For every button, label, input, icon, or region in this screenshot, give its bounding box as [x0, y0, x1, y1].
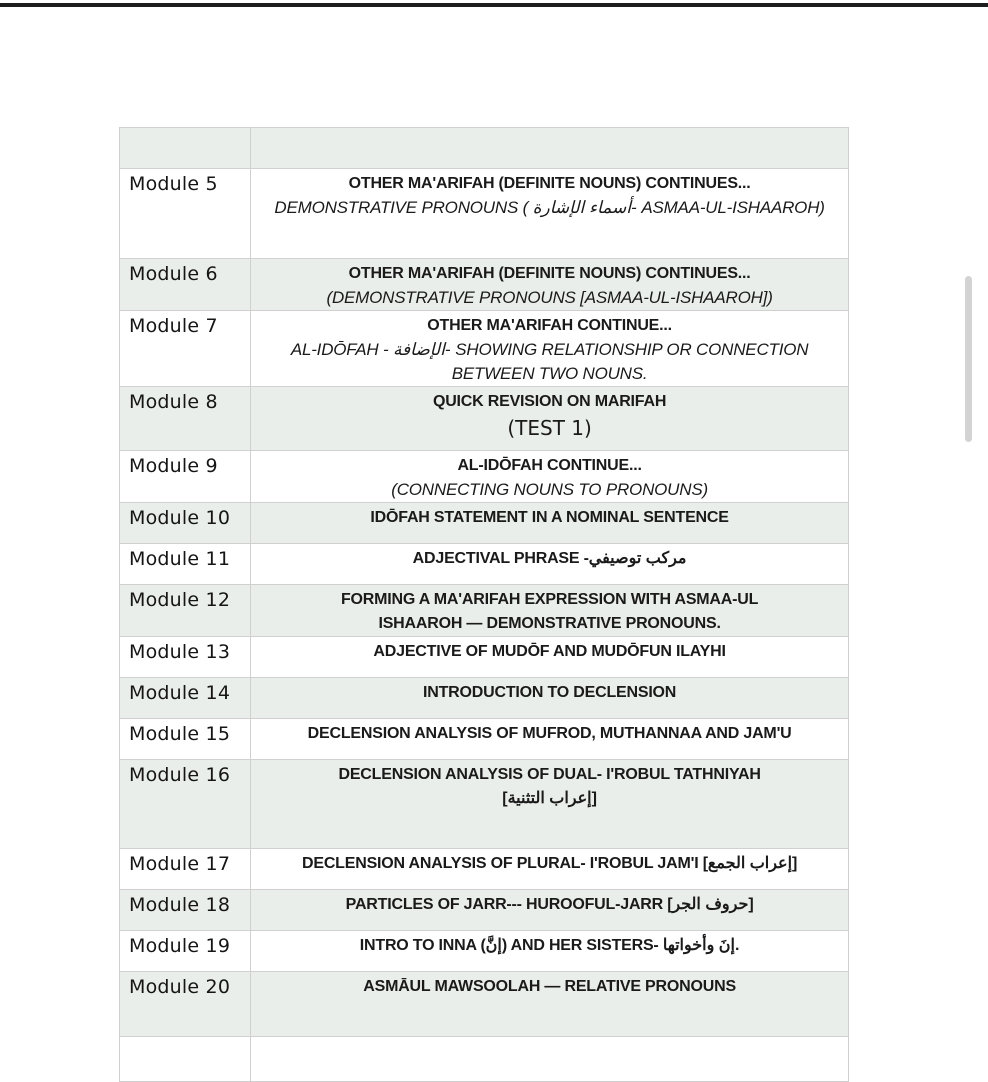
- top-divider: [0, 3, 988, 7]
- module-number: Module 5: [120, 169, 251, 259]
- description-line: ASMĀUL MAWSOOLAH — RELATIVE PRONOUNS: [363, 978, 736, 995]
- module-number: Module 6: [120, 259, 251, 311]
- table-row: [120, 678, 849, 719]
- table-row: [120, 169, 849, 259]
- module-number: Module 11: [120, 544, 251, 585]
- description-line: DECLENSION ANALYSIS OF DUAL- I'ROBUL TATHNIYAH: [338, 766, 761, 783]
- empty-cell: [251, 128, 849, 169]
- module-description: [251, 169, 849, 259]
- description-line: (TEST 1): [507, 416, 592, 440]
- modules-table-body: [120, 128, 849, 1082]
- scrollbar-thumb[interactable]: [965, 276, 972, 442]
- module-description: [251, 719, 849, 760]
- module-description: [251, 890, 849, 931]
- module-number: Module 19: [120, 931, 251, 972]
- description-line: (CONNECTING NOUNS TO PRONOUNS): [391, 480, 708, 499]
- module-number: Module 13: [120, 637, 251, 678]
- module-number: Module 8: [120, 387, 251, 451]
- description-line: PARTICLES OF JARR--- HUROOFUL-JARR [حروف الجر]: [345, 896, 754, 913]
- module-description: [251, 387, 849, 451]
- module-description: [251, 311, 849, 387]
- description-line: INTRO TO INNA (إنَّ) AND HER SISTERS- إنَ وأخواتها.: [359, 937, 740, 954]
- empty-cell: [120, 128, 251, 169]
- module-number: Module 9: [120, 451, 251, 503]
- module-description: [251, 544, 849, 585]
- description-line: BETWEEN TWO NOUNS.: [451, 364, 648, 383]
- description-line: OTHER MA'ARIFAH CONTINUE...: [427, 317, 672, 334]
- module-number: Module 7: [120, 311, 251, 387]
- description-line: AL-IDŌFAH CONTINUE...: [457, 457, 642, 474]
- description-line: ISHAAROH — DEMONSTRATIVE PRONOUNS.: [378, 615, 721, 632]
- table-row: [120, 451, 849, 503]
- description-line: AL-IDŌFAH - الإضافة- SHOWING RELATIONSHIP OR CONNECTION: [290, 340, 809, 359]
- module-number: Module 12: [120, 585, 251, 637]
- module-description: [251, 849, 849, 890]
- description-line: FORMING A MA'ARIFAH EXPRESSION WITH ASMAA-UL: [340, 591, 759, 608]
- modules-table: [119, 127, 849, 1082]
- table-row: [120, 544, 849, 585]
- module-description: [251, 678, 849, 719]
- module-description: [251, 585, 849, 637]
- table-row: [120, 585, 849, 637]
- module-description: [251, 451, 849, 503]
- module-number: Module 17: [120, 849, 251, 890]
- module-description: [251, 637, 849, 678]
- table-row: [120, 311, 849, 387]
- table-header-row: [120, 128, 849, 169]
- table-row: [120, 760, 849, 849]
- description-line: ADJECTIVE OF MUDŌF AND MUDŌFUN ILAYHI: [373, 643, 726, 660]
- empty-cell: [120, 1037, 251, 1082]
- description-line: DECLENSION ANALYSIS OF MUFROD, MUTHANNAA AND JAM'U: [307, 725, 792, 742]
- module-description: [251, 931, 849, 972]
- module-number: Module 16: [120, 760, 251, 849]
- table-row: [120, 719, 849, 760]
- description-line: DECLENSION ANALYSIS OF PLURAL- I'ROBUL JAM'I [إعراب الجمع]: [302, 855, 798, 872]
- module-number: Module 10: [120, 503, 251, 544]
- description-line: ADJECTIVAL PHRASE -مركب توصيفي: [412, 550, 687, 567]
- table-row: [120, 503, 849, 544]
- module-number: Module 15: [120, 719, 251, 760]
- module-description: [251, 760, 849, 849]
- module-number: Module 20: [120, 972, 251, 1037]
- module-number: Module 18: [120, 890, 251, 931]
- description-line: OTHER MA'ARIFAH (DEFINITE NOUNS) CONTINUES...: [348, 265, 751, 282]
- table-row: [120, 259, 849, 311]
- table-row: [120, 849, 849, 890]
- module-number: Module 14: [120, 678, 251, 719]
- description-line: DEMONSTRATIVE PRONOUNS ( أسماء الإشارة- ASMAA-UL-ISHAAROH): [274, 198, 825, 217]
- table-row: [120, 972, 849, 1037]
- module-description: [251, 503, 849, 544]
- table-row: [120, 890, 849, 931]
- table-row: [120, 931, 849, 972]
- description-line: [إعراب التثنية]: [502, 790, 597, 807]
- table-row: [120, 387, 849, 451]
- module-description: [251, 972, 849, 1037]
- description-line: QUICK REVISION ON MARIFAH: [432, 393, 667, 410]
- description-line: INTRODUCTION TO DECLENSION: [422, 684, 677, 701]
- description-line: (DEMONSTRATIVE PRONOUNS [ASMAA-UL-ISHAAROH]): [326, 288, 773, 307]
- description-line: IDŌFAH STATEMENT IN A NOMINAL SENTENCE: [370, 509, 729, 526]
- module-description: [251, 259, 849, 311]
- table-row: [120, 637, 849, 678]
- table-row-empty: [120, 1037, 849, 1082]
- empty-cell: [251, 1037, 849, 1082]
- description-line: OTHER MA'ARIFAH (DEFINITE NOUNS) CONTINUES...: [348, 175, 751, 192]
